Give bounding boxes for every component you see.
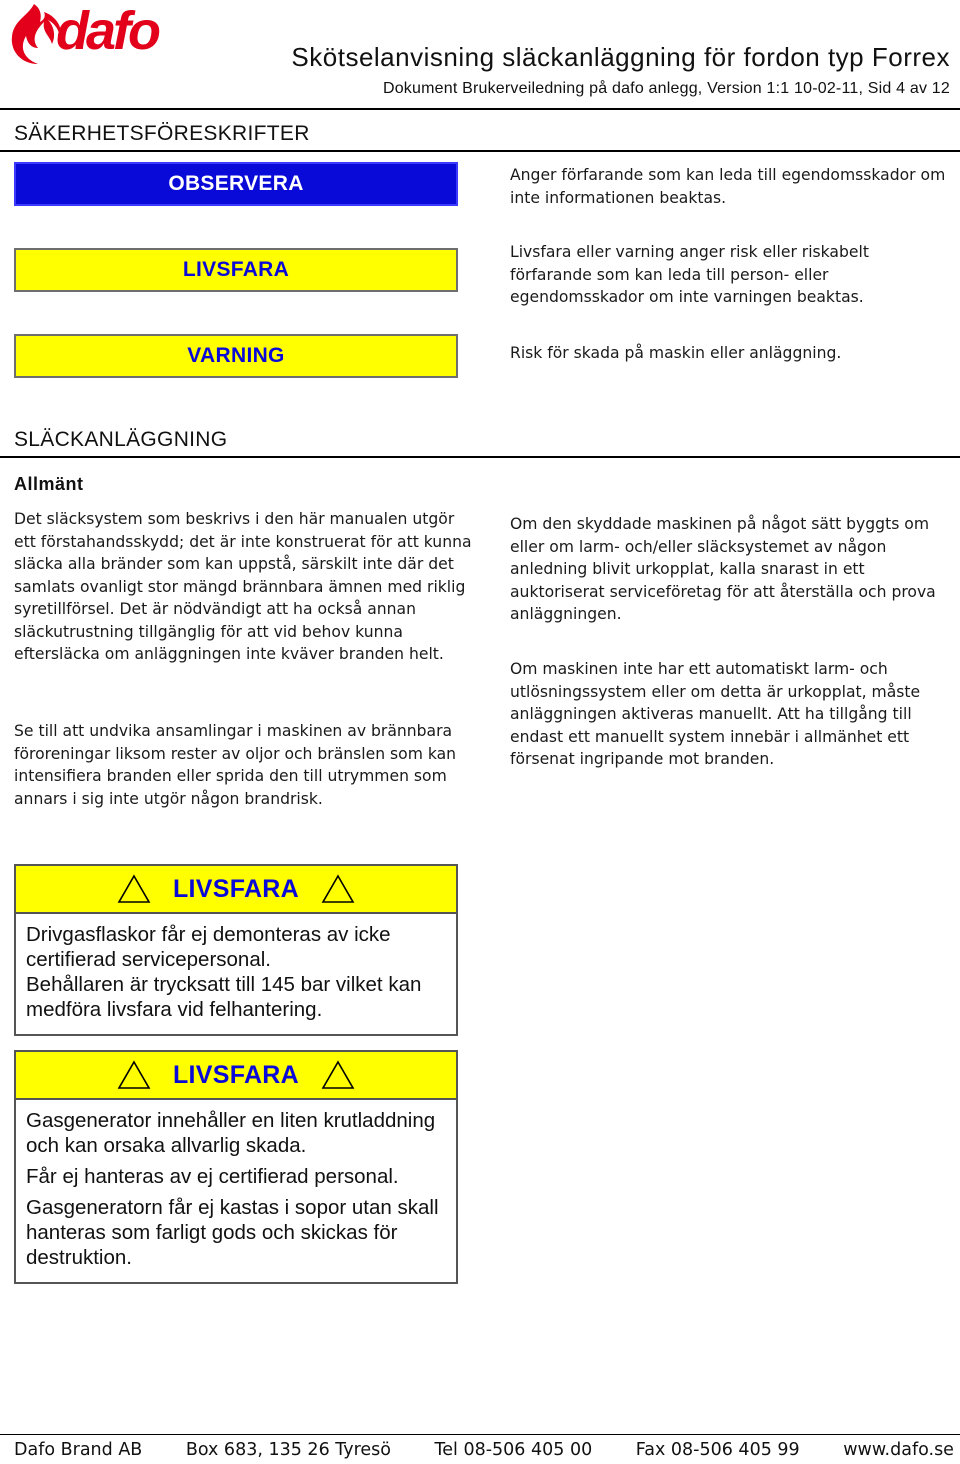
footer-address: Box 683, 135 26 Tyresö <box>185 1440 391 1460</box>
warning-header-2 <box>16 1052 456 1100</box>
warning-2-line-2: Får ej hanteras av ej certifierad personal. <box>26 1165 399 1188</box>
warning-body-1 <box>16 914 456 1034</box>
warning-2-line-1: Gasgenerator innehåller en liten krutladdning och kan orsaka allvarlig skada. <box>26 1109 436 1157</box>
footer <box>14 1440 954 1460</box>
varning-box <box>14 334 458 378</box>
system-heading: SLÄCKANLÄGGNING <box>14 428 228 451</box>
left-paragraph-2: Se till att undvika ansamlingar i maskinen av brännbara föroreningar liksom rester av oljor och bränslen som kan intensifiera branden eller sprida den till utrymmen som annars i sig inte utgör någon brandrisk. <box>14 722 457 808</box>
varning-label: VARNING <box>187 344 285 367</box>
warning-triangle-icon <box>321 874 355 904</box>
observera-box <box>14 162 458 206</box>
warning-triangle-icon <box>321 1060 355 1090</box>
warning-1-line-2: Behållaren är trycksatt till 145 bar vilket kan medföra livsfara vid felhantering. <box>26 973 422 1021</box>
footer-divider <box>0 1434 960 1435</box>
document-subtitle: Dokument Brukerveiledning på dafo anlegg, Version 1:1 10-02-11, Sid 4 av 12 <box>382 80 950 97</box>
livsfara-description: Livsfara eller varning anger risk eller riskabelt förfarande som kan leda till person- eller egendomsskador om inte varningen beaktas. <box>510 243 869 306</box>
warning-label-1: LIVSFARA <box>172 874 300 903</box>
footer-fax: Fax 08-506 405 99 <box>635 1440 800 1460</box>
left-paragraph-1: Det släcksystem som beskrivs i den här manualen utgör ett förstahandsskydd; det är inte konstruerat för att kunna släcka alla bränder som kan uppstå, särskilt inte där det samlats ovanligt stor mängd brännbara ämnen med riklig syretillförsel. Det är nödvändigt att ha också annan släckutrustning tillgänglig för att vid behov kunna eftersläcka om anläggningen inte kväver branden helt. <box>14 510 472 663</box>
warning-body-2 <box>16 1100 456 1282</box>
observera-label: OBSERVERA <box>168 172 304 195</box>
right-paragraph-1: Om den skyddade maskinen på något sätt byggts om eller om larm- och/eller släcksystemet av någon anledning blivit urkopplat, kalla snarast in ett auktoriserat serviceföretag för att återställa och prova anläggningen. <box>510 515 936 623</box>
system-subheading: Allmänt <box>14 474 84 494</box>
warning-label-2: LIVSFARA <box>172 1060 300 1089</box>
system-divider <box>0 456 960 458</box>
document-title: Skötselanvisning släckanläggning för fordon typ Forrex <box>291 42 950 72</box>
warning-box-2 <box>14 1050 458 1284</box>
safety-heading: SÄKERHETSFÖRESKRIFTER <box>14 122 310 145</box>
footer-website-link[interactable]: www.dafo.se <box>843 1440 954 1460</box>
warning-triangle-icon <box>117 1060 151 1090</box>
livsfara-label: LIVSFARA <box>182 258 290 281</box>
footer-company: Dafo Brand AB <box>14 1440 143 1460</box>
warning-header-1 <box>16 866 456 914</box>
logo-wordmark: dafo <box>56 1 158 61</box>
dafo-logo <box>4 2 184 68</box>
livsfara-box <box>14 248 458 292</box>
footer-tel: Tel 08-506 405 00 <box>434 1440 593 1460</box>
observera-description: Anger förfarande som kan leda till egendomsskador om inte informationen beaktas. <box>510 166 946 207</box>
warning-box-1 <box>14 864 458 1036</box>
safety-divider <box>0 150 960 152</box>
header-divider <box>0 108 960 110</box>
warning-triangle-icon <box>117 874 151 904</box>
varning-description: Risk för skada på maskin eller anläggning. <box>510 344 842 362</box>
right-paragraph-2: Om maskinen inte har ett automatiskt larm- och utlösningssystem eller om detta är urkopplat, måste anläggningen aktiveras manuellt. Att ha tillgång till endast ett manuellt system innebär i allmänhet ett försenat ingripande mot branden. <box>510 660 921 768</box>
warning-2-line-3: Gasgeneratorn får ej kastas i sopor utan skall hanteras som farligt gods och skickas för destruktion. <box>26 1196 439 1269</box>
warning-1-line-1: Drivgasflaskor får ej demonteras av icke certifierad servicepersonal. <box>26 923 391 971</box>
